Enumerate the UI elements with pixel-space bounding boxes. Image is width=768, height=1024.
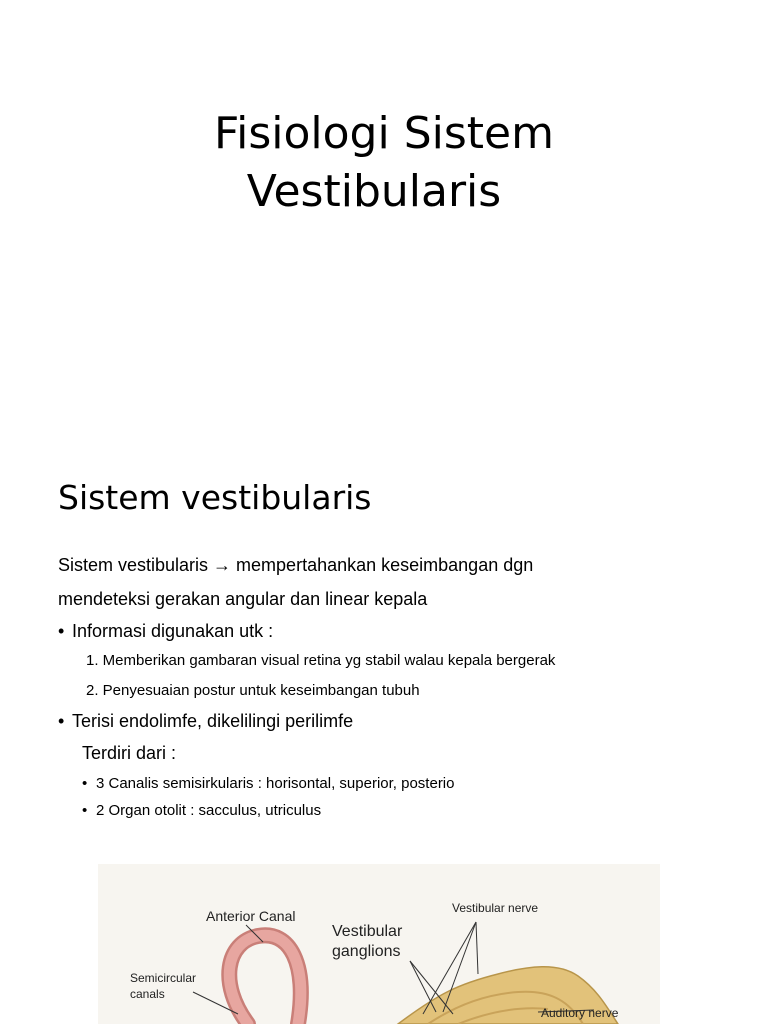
bullet-glyph: •: [82, 775, 88, 792]
title-slide: [0, 0, 768, 450]
anatomy-illustration: [98, 864, 660, 1024]
terdiri-dari: Terdiri dari :: [82, 743, 177, 763]
content-body: [58, 548, 718, 824]
label-vestibular-nerve: Vestibular nerve: [452, 901, 539, 915]
sub-bullet-canalis: [58, 770, 718, 797]
label-semicircular-2: canals: [130, 987, 165, 1001]
slide-title-line-1: Fisiologi Sistem: [214, 108, 554, 159]
label-vestibular-ganglions-1: Vestibular: [332, 923, 403, 940]
bullet-endolimfe: [58, 706, 718, 736]
content-slide-title: Sistem vestibularis: [58, 478, 372, 517]
label-auditory-nerve: Auditory nerve: [541, 1006, 619, 1020]
vestibular-anatomy-figure: [98, 864, 660, 1024]
label-anterior-canal: Anterior Canal: [206, 908, 296, 924]
intro-line-2: mendeteksi gerakan angular dan linear kepala: [58, 589, 428, 609]
slide-title: [0, 105, 768, 221]
sub-bullet-otolit-text: 2 Organ otolit : sacculus, utriculus: [96, 802, 322, 819]
bullet-glyph: •: [58, 711, 65, 731]
sub-bullet-canalis-text: 3 Canalis semisirkularis : horisontal, superior, posterio: [96, 775, 455, 792]
bullet-informasi: [58, 616, 718, 646]
slide-title-line-2: Vestibularis: [246, 166, 502, 217]
sub-bullet-otolit: [58, 797, 718, 824]
bullet-informasi-text: Informasi digunakan utk :: [72, 621, 274, 641]
numbered-item-1: 1. Memberikan gambaran visual retina yg stabil walau kepala bergerak: [86, 652, 556, 669]
label-vestibular-ganglions-2: ganglions: [332, 943, 401, 960]
label-semicircular-1: Semicircular: [130, 971, 197, 985]
bullet-glyph: •: [58, 621, 65, 641]
bullet-endolimfe-text: Terisi endolimfe, dikelilingi perilimfe: [72, 711, 354, 731]
intro-line-1: Sistem vestibularis → mempertahankan keseimbangan dgn: [58, 555, 534, 575]
bullet-glyph: •: [82, 802, 88, 819]
numbered-item-2: 2. Penyesuaian postur untuk keseimbangan tubuh: [86, 682, 420, 699]
